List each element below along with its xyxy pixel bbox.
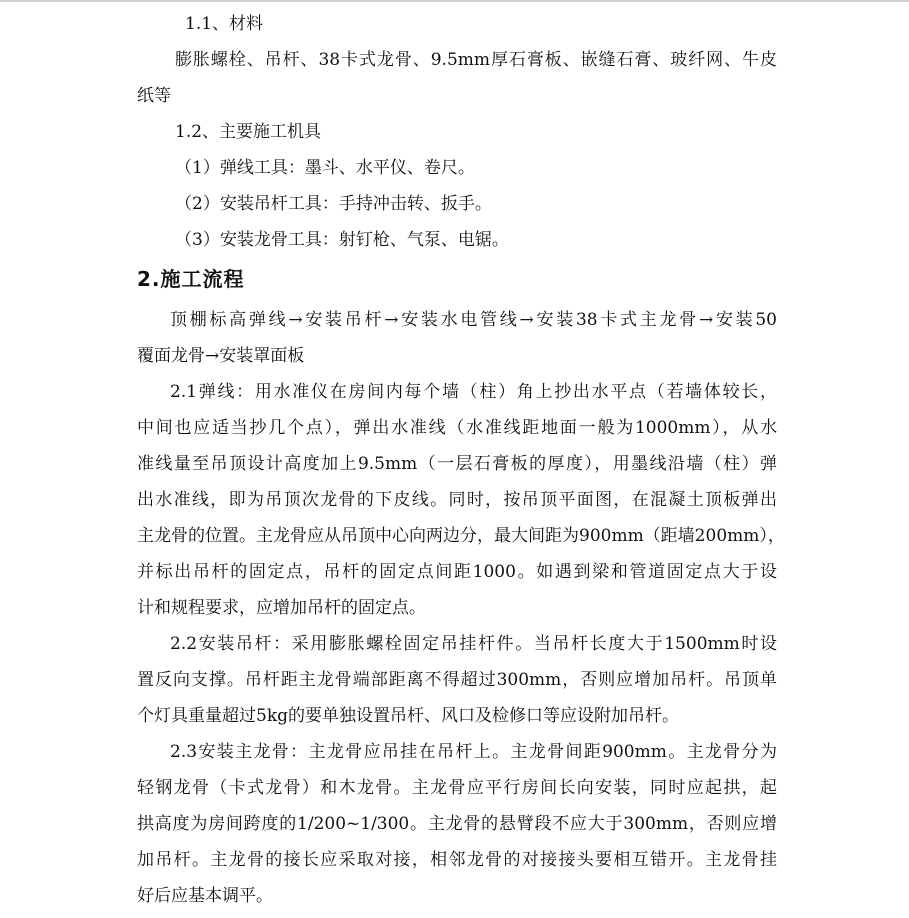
materials-line: 膨胀螺栓、吊杆、38卡式龙骨、9.5mm厚石膏板、嵌缝石膏、玻纤网、牛皮 (175, 50, 777, 70)
paragraph-2-1-line: 准线量至吊顶设计高度加上9.5mm（一层石膏板的厚度），用墨线沿墙（柱）弹 (137, 454, 777, 474)
paragraph-2-1-line: 计和规程要求，应增加吊杆的固定点。 (137, 598, 426, 618)
tool-item: （1）弹线工具：墨斗、水平仪、卷尺。 (175, 158, 475, 178)
paragraph-2-1-line: 中间也应适当抄几个点），弹出水准线（水准线距地面一般为1000mm），从水 (137, 418, 777, 438)
process-line: 顶棚标高弹线→安装吊杆→安装水电管线→安装38卡式主龙骨→安装50 (170, 310, 777, 330)
paragraph-2-3-line: 加吊杆。主龙骨的接长应采取对接，相邻龙骨的对接接头要相互错开。主龙骨挂 (137, 850, 777, 870)
paragraph-2-2-line: 个灯具重量超过5kg的要单独设置吊杆、风口及检修口等应设附加吊杆。 (137, 706, 679, 726)
page-top-border (0, 0, 909, 2)
document-page (137, 6, 785, 914)
paragraph-2-1-line: 2.1弹线：用水准仪在房间内每个墙（柱）角上抄出水平点（若墙体较长， (170, 382, 777, 402)
tool-item: （3）安装龙骨工具：射钉枪、气泵、电锯。 (175, 230, 509, 250)
paragraph-2-3-line: 2.3安装主龙骨：主龙骨应吊挂在吊杆上。主龙骨间距900mm。主龙骨分为 (170, 742, 777, 762)
process-line: 覆面龙骨→安装罩面板 (137, 346, 305, 366)
paragraph-2-3-line: 好后应基本调平。 (137, 886, 273, 906)
section-1-1-heading: 1.1、材料 (185, 14, 264, 34)
materials-line: 纸等 (137, 86, 171, 106)
paragraph-2-1-line: 并标出吊杆的固定点，吊杆的固定点间距1000。如遇到梁和管道固定点大于设 (137, 562, 777, 582)
section-1-2-heading: 1.2、主要施工机具 (175, 122, 322, 142)
paragraph-2-3-line: 轻钢龙骨（卡式龙骨）和木龙骨。主龙骨应平行房间长向安装，同时应起拱，起 (137, 778, 777, 798)
tool-item: （2）安装吊杆工具：手持冲击转、扳手。 (175, 194, 492, 214)
paragraph-2-1-line: 主龙骨的位置。主龙骨应从吊顶中心向两边分，最大间距为900mm（距墙200mm）， (137, 526, 785, 546)
paragraph-2-2-line: 2.2安装吊杆：采用膨胀螺栓固定吊挂杆件。当吊杆长度大于1500mm时设 (170, 634, 777, 654)
paragraph-2-2-line: 置反向支撑。吊杆距主龙骨端部距离不得超过300mm，否则应增加吊杆。吊顶单 (137, 670, 777, 690)
paragraph-2-1-line: 出水准线，即为吊顶次龙骨的下皮线。同时，按吊顶平面图，在混凝土顶板弹出 (137, 490, 777, 510)
section-2-heading: 2.施工流程 (137, 267, 245, 291)
paragraph-2-3-line: 拱高度为房间跨度的1/200~1/300。主龙骨的悬臂段不应大于300mm，否则应增 (137, 814, 777, 834)
